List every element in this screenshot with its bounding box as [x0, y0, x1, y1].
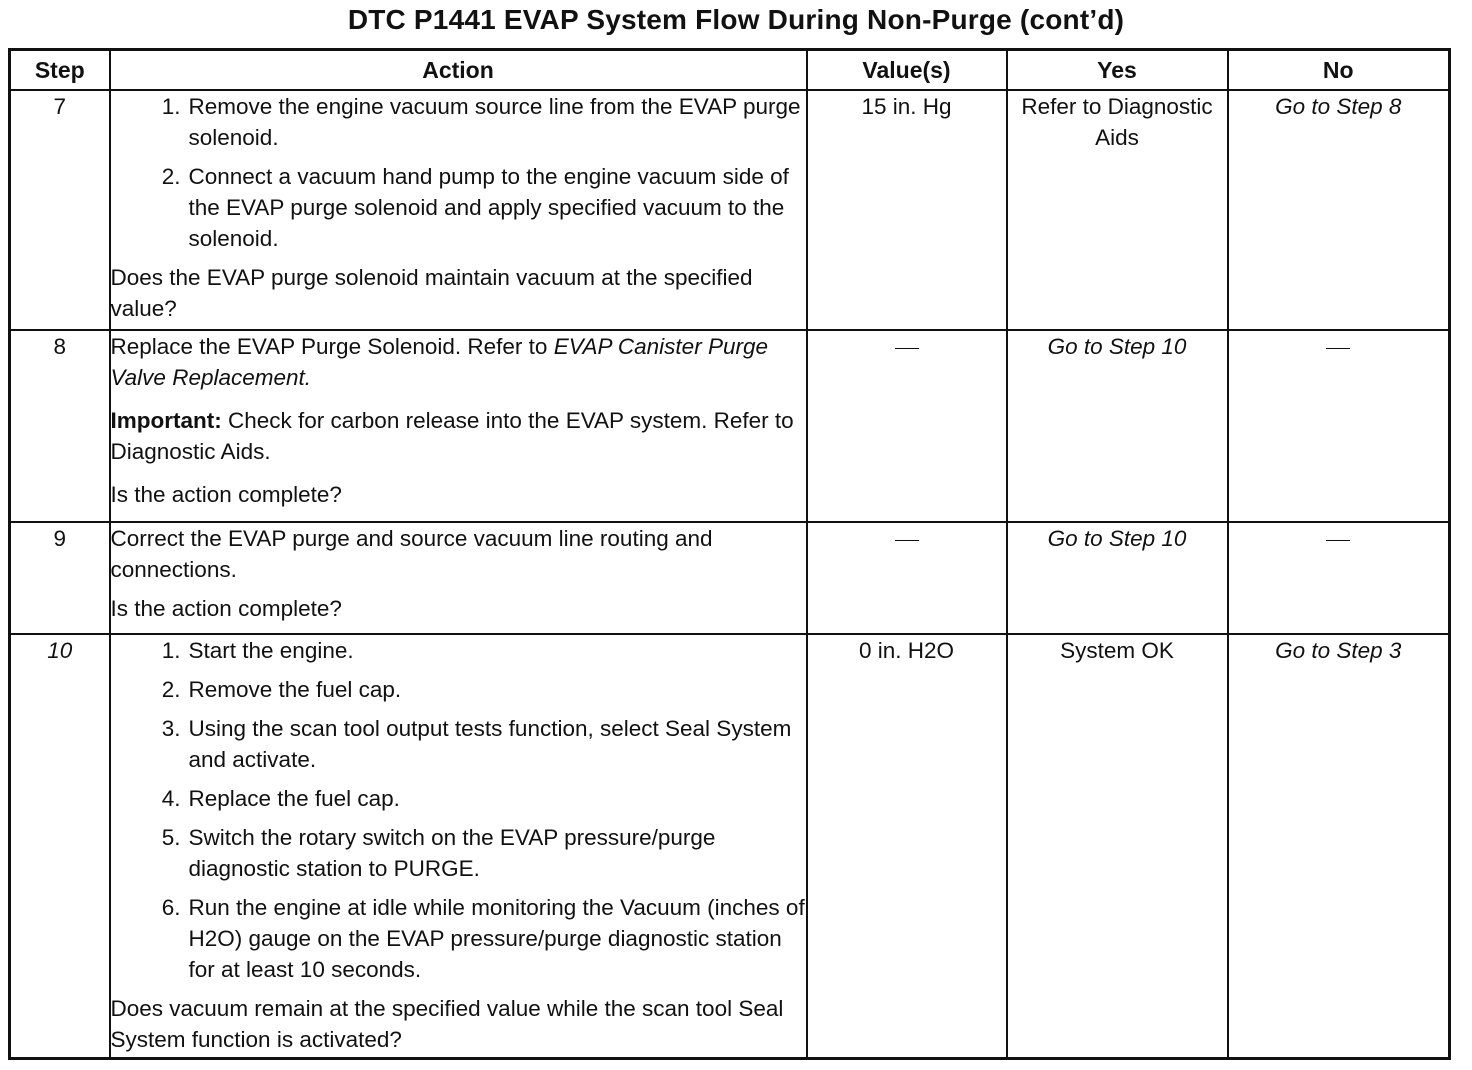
item-text: Remove the engine vacuum source line from the EVAP purge solenoid.	[188, 94, 801, 150]
item-text: Start the engine.	[188, 638, 354, 663]
header-yes: Yes	[1007, 50, 1228, 91]
action-cell	[110, 330, 807, 522]
list-item	[111, 635, 806, 666]
yes-cell: System OK	[1007, 634, 1228, 1058]
item-text: Run the engine at idle while monitoring the Vacuum (inches of H2O) gauge on the EVAP pressure/purge diagnostic station for at least 10 seconds.	[188, 895, 805, 982]
action-list	[111, 635, 806, 985]
list-item	[111, 822, 806, 884]
yes-cell: Refer to Diagnostic Aids	[1007, 90, 1228, 330]
table-header-row	[10, 50, 1450, 91]
item-number: 2.	[161, 164, 181, 189]
list-item	[111, 713, 806, 775]
header-no: No	[1228, 50, 1450, 91]
value-cell: 0 in. H2O	[807, 634, 1007, 1058]
table-row-step-9	[10, 522, 1450, 634]
important-note	[111, 405, 806, 467]
item-text: Using the scan tool output tests function, select Seal System and activate.	[188, 716, 792, 772]
list-item	[111, 674, 806, 705]
list-item	[111, 161, 806, 254]
page-title: DTC P1441 EVAP System Flow During Non-Purge (cont’d)	[347, 4, 1125, 35]
question-text: Does vacuum remain at the specified value while the scan tool Seal System function is activated?	[110, 996, 784, 1052]
list-item	[111, 783, 806, 814]
item-number: 6.	[161, 895, 181, 920]
question-text: Does the EVAP purge solenoid maintain vacuum at the specified value?	[110, 265, 753, 321]
action-cell	[110, 90, 807, 330]
question-text: Is the action complete?	[110, 482, 342, 507]
item-text: Connect a vacuum hand pump to the engine vacuum side of the EVAP purge solenoid and apply specified vacuum to the solenoid.	[188, 164, 789, 251]
empty-dash	[895, 540, 919, 541]
no-cell	[1228, 330, 1450, 522]
header-step: Step	[10, 50, 110, 91]
step-number: 8	[10, 330, 110, 522]
empty-dash	[895, 348, 919, 349]
no-cell: Go to Step 8	[1228, 90, 1450, 330]
list-item	[111, 91, 806, 153]
action-cell	[110, 522, 807, 634]
empty-dash	[1326, 540, 1350, 541]
important-text: Check for carbon release into the EVAP system. Refer to Diagnostic Aids.	[110, 408, 794, 464]
important-label: Important:	[110, 408, 222, 433]
step-number: 7	[10, 90, 110, 330]
header-values: Value(s)	[807, 50, 1007, 91]
value-cell: 15 in. Hg	[807, 90, 1007, 330]
question-text: Is the action complete?	[110, 596, 342, 621]
table-row-step-10	[10, 634, 1450, 1058]
item-text: Remove the fuel cap.	[188, 677, 402, 702]
diagnostic-table	[8, 48, 1451, 1060]
action-list	[111, 91, 806, 254]
yes-cell: Go to Step 10	[1007, 330, 1228, 522]
action-cell	[110, 634, 807, 1058]
reference-link: EVAP Canister Purge Valve Replacement.	[110, 334, 768, 390]
item-number: 1.	[161, 94, 181, 119]
item-text: Replace the fuel cap.	[188, 786, 400, 811]
value-cell	[807, 330, 1007, 522]
table-row-step-7	[10, 90, 1450, 330]
instruction-text: Correct the EVAP purge and source vacuum line routing and connections.	[110, 526, 713, 582]
table-row-step-8	[10, 330, 1450, 522]
item-text: Switch the rotary switch on the EVAP pressure/purge diagnostic station to PURGE.	[188, 825, 716, 881]
step-number: 10	[10, 634, 110, 1058]
item-number: 2.	[161, 677, 181, 702]
item-number: 1.	[161, 638, 181, 663]
item-number: 5.	[161, 825, 181, 850]
item-number: 4.	[161, 786, 181, 811]
value-cell	[807, 522, 1007, 634]
header-action: Action	[110, 50, 807, 91]
no-cell: Go to Step 3	[1228, 634, 1450, 1058]
item-number: 3.	[161, 716, 181, 741]
empty-dash	[1326, 348, 1350, 349]
yes-cell: Go to Step 10	[1007, 522, 1228, 634]
step-number: 9	[10, 522, 110, 634]
list-item	[111, 892, 806, 985]
no-cell	[1228, 522, 1450, 634]
instruction-text	[111, 331, 806, 393]
instruction-lead: Replace the EVAP Purge Solenoid. Refer to	[110, 334, 554, 359]
